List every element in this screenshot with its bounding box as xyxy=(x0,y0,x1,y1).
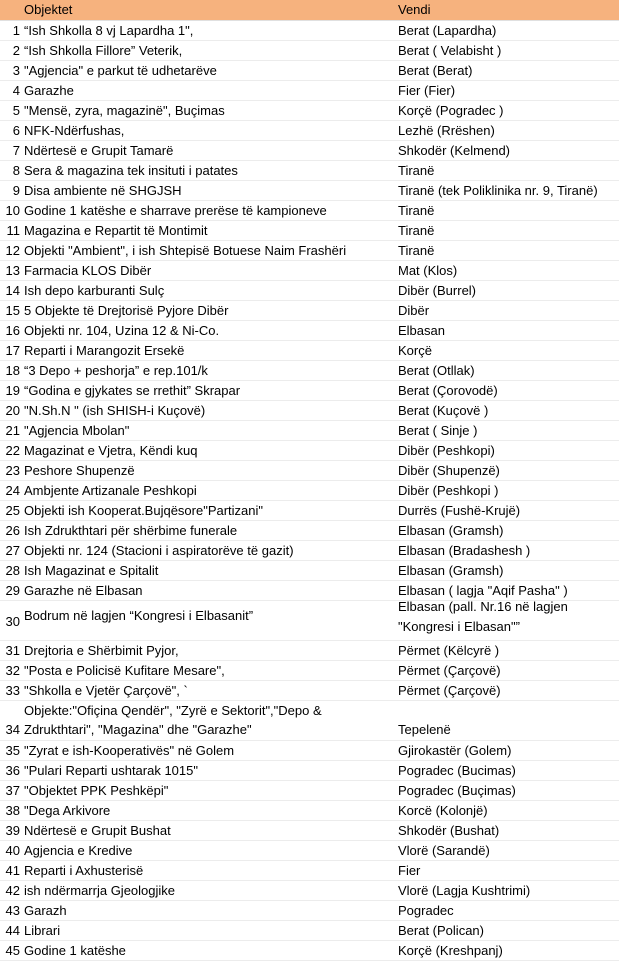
row-number: 38 xyxy=(5,803,20,818)
cell-objektet: Ish Zdrukthtari për shërbime funerale xyxy=(24,523,238,538)
cell-vendi: Berat (Otllak) xyxy=(398,363,475,378)
cell-objektet: "Dega Arkivore xyxy=(24,803,111,818)
cell-objektet: Bodrum në lagjen “Kongresi i Elbasanit” xyxy=(24,608,254,623)
cell-vendi: Berat (Berat) xyxy=(398,63,473,78)
cell-objektet: Sera & magazina tek insituti i patates xyxy=(24,163,238,178)
cell-objektet: "N.Sh.N " (ish SHISH-i Kuçovë) xyxy=(24,403,206,418)
table-row[interactable] xyxy=(0,701,619,741)
table-row[interactable] xyxy=(0,441,619,461)
cell-objektet: Objekti "Ambient", i ish Shtepisë Botuese Naim Frashëri xyxy=(24,243,347,258)
rows-group-c xyxy=(0,741,619,961)
row-number: 8 xyxy=(12,163,20,178)
table-row[interactable] xyxy=(0,761,619,781)
row-number: 15 xyxy=(5,303,20,318)
cell-objektet: “Ish Shkolla 8 vj Lapardha 1", xyxy=(24,23,194,38)
cell-vendi-line2: "Kongresi i Elbasan"” xyxy=(398,619,520,634)
cell-objektet: Objekti nr. 104, Uzina 12 & Ni-Co. xyxy=(24,323,220,338)
row-number: 26 xyxy=(5,523,20,538)
cell-vendi: Berat (Çorovodë) xyxy=(398,383,498,398)
row-number: 7 xyxy=(12,143,20,158)
cell-objektet: Drejtoria e Shërbimit Pyjor, xyxy=(24,643,179,658)
table-row[interactable] xyxy=(0,61,619,81)
table-row[interactable] xyxy=(0,941,619,961)
table-row[interactable] xyxy=(0,21,619,41)
row-number: 43 xyxy=(5,903,20,918)
row-number: 41 xyxy=(5,863,20,878)
table-row[interactable] xyxy=(0,501,619,521)
table-row[interactable] xyxy=(0,881,619,901)
cell-vendi: Pogradec xyxy=(398,903,454,918)
cell-vendi: Gjirokastër (Golem) xyxy=(398,743,512,758)
table-row[interactable] xyxy=(0,361,619,381)
row-number: 25 xyxy=(5,503,20,518)
table-row[interactable] xyxy=(0,381,619,401)
row-number: 1 xyxy=(12,23,20,38)
cell-objektet: NFK-Ndërfushas, xyxy=(24,123,125,138)
row-number: 42 xyxy=(5,883,20,898)
cell-vendi: Dibër (Shupenzë) xyxy=(398,463,500,478)
row-number: 22 xyxy=(5,443,20,458)
cell-vendi: Përmet (Këlcyrë ) xyxy=(398,643,500,658)
cell-vendi: Korçë (Pogradec ) xyxy=(398,103,504,118)
cell-vendi: Elbasan ( lagja "Aqif Pasha" ) xyxy=(398,583,568,598)
row-number: 30 xyxy=(5,614,20,629)
cell-objektet: Ish depo karburanti Sulç xyxy=(24,283,165,298)
cell-vendi: Tiranë (tek Poliklinika nr. 9, Tiranë) xyxy=(398,183,598,198)
row-number: 45 xyxy=(5,943,20,958)
table-row[interactable] xyxy=(0,741,619,761)
cell-objektet: Garazhe në Elbasan xyxy=(24,583,143,598)
cell-objektet: "Agjencia" e parkut të udhetarëve xyxy=(24,63,217,78)
row-number: 17 xyxy=(5,343,20,358)
row-number: 20 xyxy=(5,403,20,418)
table-row[interactable] xyxy=(0,901,619,921)
cell-objektet: “Godina e gjykates se rrethit” Skrapar xyxy=(24,383,241,398)
table-row[interactable] xyxy=(0,121,619,141)
table-row[interactable] xyxy=(0,321,619,341)
cell-objektet: "Posta e Policisë Kufitare Mesare", xyxy=(24,663,225,678)
cell-objektet: Ndërtesë e Grupit Tamarë xyxy=(24,143,174,158)
row-number: 13 xyxy=(5,263,20,278)
cell-objektet: Ndërtesë e Grupit Bushat xyxy=(24,823,171,838)
table-row[interactable] xyxy=(0,261,619,281)
row-number: 12 xyxy=(5,243,20,258)
cell-objektet: Godine 1 katëshe xyxy=(24,943,126,958)
table-row[interactable] xyxy=(0,161,619,181)
cell-objektet: Ish Magazinat e Spitalit xyxy=(24,563,159,578)
cell-objektet: Magazinat e Vjetra, Këndi kuq xyxy=(24,443,198,458)
row-number: 36 xyxy=(5,763,20,778)
cell-vendi: Tiranë xyxy=(398,163,435,178)
cell-objektet: Agjencia e Kredive xyxy=(24,843,133,858)
cell-vendi: Elbasan (Gramsh) xyxy=(398,523,504,538)
header-objektet[interactable]: Objektet xyxy=(24,2,73,17)
row-number: 27 xyxy=(5,543,20,558)
row-number: 19 xyxy=(5,383,20,398)
cell-vendi: Berat (Kuçovë ) xyxy=(398,403,489,418)
table-row[interactable] xyxy=(0,301,619,321)
cell-vendi: Dibër (Peshkopi ) xyxy=(398,483,499,498)
row-number: 3 xyxy=(12,63,20,78)
table-row[interactable] xyxy=(0,481,619,501)
table-row[interactable] xyxy=(0,801,619,821)
row-number: 34 xyxy=(5,722,20,737)
cell-objektet: "Zyrat e ish-Kooperativës" në Golem xyxy=(24,743,235,758)
cell-objektet: Magazina e Repartit të Montimit xyxy=(24,223,208,238)
table-row[interactable] xyxy=(0,661,619,681)
header-vendi[interactable]: Vendi xyxy=(398,2,431,17)
cell-objektet: Objekti nr. 124 (Stacioni i aspiratorëve të gazit) xyxy=(24,543,294,558)
row-number: 11 xyxy=(6,223,20,238)
cell-objektet: Godine 1 katëshe e sharrave prerëse të kampioneve xyxy=(24,203,327,218)
table-row[interactable] xyxy=(0,341,619,361)
cell-vendi: Berat ( Velabisht ) xyxy=(398,43,502,58)
cell-objektet: Peshore Shupenzë xyxy=(24,463,135,478)
cell-objektet: "Agjencia Mbolan" xyxy=(24,423,130,438)
cell-vendi: Mat (Klos) xyxy=(398,263,458,278)
table-row[interactable] xyxy=(0,781,619,801)
cell-vendi: Pogradec (Bucimas) xyxy=(398,763,516,778)
cell-vendi: Korcë (Kolonjë) xyxy=(398,803,488,818)
table-row[interactable] xyxy=(0,641,619,661)
cell-vendi: Lezhë (Rrëshen) xyxy=(398,123,495,138)
table-row[interactable] xyxy=(0,401,619,421)
row-number: 40 xyxy=(5,843,20,858)
header-row xyxy=(0,0,619,21)
table-row[interactable] xyxy=(0,861,619,881)
cell-objektet-line2: Zdrukthtari", "Magazina" dhe "Garazhe" xyxy=(24,722,252,737)
table-row[interactable] xyxy=(0,541,619,561)
row-number: 10 xyxy=(5,203,20,218)
table-row[interactable] xyxy=(0,421,619,441)
cell-vendi: Dibër (Burrel) xyxy=(398,283,477,298)
row-number: 9 xyxy=(12,183,20,198)
table-row[interactable] xyxy=(0,101,619,121)
table-row[interactable] xyxy=(0,141,619,161)
row-number: 5 xyxy=(12,103,20,118)
cell-vendi: Tiranë xyxy=(398,203,435,218)
row-number: 31 xyxy=(5,643,20,658)
rows-group-a xyxy=(0,21,619,601)
table-row[interactable] xyxy=(0,41,619,61)
cell-vendi: Berat (Polican) xyxy=(398,923,484,938)
cell-objektet: ish ndërmarrja Gjeologjike xyxy=(24,883,176,898)
table-row[interactable] xyxy=(0,821,619,841)
row-number: 4 xyxy=(12,83,20,98)
row-number: 23 xyxy=(5,463,20,478)
table-row[interactable] xyxy=(0,681,619,701)
row-number: 29 xyxy=(5,583,20,598)
row-number: 33 xyxy=(5,683,20,698)
cell-vendi: Vlorë (Sarandë) xyxy=(398,843,490,858)
row-number: 39 xyxy=(5,823,20,838)
cell-vendi-line1: Elbasan (pall. Nr.16 në lagjen xyxy=(398,599,568,614)
cell-vendi: Elbasan (Gramsh) xyxy=(398,563,504,578)
cell-vendi: Fier xyxy=(398,863,421,878)
cell-vendi: Shkodër (Kelmend) xyxy=(398,143,510,158)
table-row[interactable] xyxy=(0,241,619,261)
cell-vendi: Shkodër (Bushat) xyxy=(398,823,500,838)
row-number: 2 xyxy=(12,43,20,58)
row-number: 21 xyxy=(5,423,20,438)
cell-vendi: Korçë (Kreshpanj) xyxy=(398,943,503,958)
table-row[interactable] xyxy=(0,201,619,221)
cell-objektet: 5 Objekte të Drejtorisë Pyjore Dibër xyxy=(24,303,229,318)
table-row[interactable] xyxy=(0,601,619,641)
table-row[interactable] xyxy=(0,561,619,581)
cell-objektet: Garazhe xyxy=(24,83,74,98)
cell-vendi: Berat (Lapardha) xyxy=(398,23,497,38)
table-row[interactable] xyxy=(0,81,619,101)
row-number: 28 xyxy=(5,563,20,578)
cell-objektet: Librari xyxy=(24,923,61,938)
cell-objektet: "Objektet PPK Peshkëpi" xyxy=(24,783,169,798)
cell-objektet: Garazh xyxy=(24,903,67,918)
row-number: 16 xyxy=(5,323,20,338)
cell-vendi: Pogradec (Buçimas) xyxy=(398,783,516,798)
cell-vendi: Durrës (Fushë-Krujë) xyxy=(398,503,521,518)
row-number: 14 xyxy=(5,283,20,298)
cell-vendi: Vlorë (Lagja Kushtrimi) xyxy=(398,883,531,898)
table-row[interactable] xyxy=(0,841,619,861)
row-number: 37 xyxy=(5,783,20,798)
cell-objektet: "Mensë, zyra, magazinë", Buçimas xyxy=(24,103,225,118)
cell-objektet: “Ish Shkolla Fillore” Veterik, xyxy=(24,43,183,58)
table-row[interactable] xyxy=(0,921,619,941)
table-row[interactable] xyxy=(0,461,619,481)
cell-objektet: Reparti i Axhusterisë xyxy=(24,863,144,878)
cell-vendi: Dibër (Peshkopi) xyxy=(398,443,495,458)
row-number: 35 xyxy=(5,743,20,758)
table-row[interactable] xyxy=(0,521,619,541)
cell-objektet: Farmacia KLOS Dibër xyxy=(24,263,152,278)
cell-vendi: Përmet (Çarçovë) xyxy=(398,663,501,678)
cell-vendi: Fier (Fier) xyxy=(398,83,456,98)
cell-objektet: Ambjente Artizanale Peshkopi xyxy=(24,483,197,498)
cell-vendi: Përmet (Çarçovë) xyxy=(398,683,501,698)
cell-vendi: Elbasan xyxy=(398,323,445,338)
cell-vendi: Tiranë xyxy=(398,243,435,258)
cell-vendi: Dibër xyxy=(398,303,430,318)
cell-objektet: Objekti ish Kooperat.Bujqësore"Partizani" xyxy=(24,503,264,518)
cell-vendi: Korçë xyxy=(398,343,432,358)
cell-objektet-line1: Objekte:"Ofiçina Qendër", "Zyrë e Sektorit","Depo & xyxy=(24,703,322,718)
cell-objektet: "Pulari Reparti ushtarak 1015" xyxy=(24,763,198,778)
cell-objektet: Disa ambiente në SHGJSH xyxy=(24,183,182,198)
row-number: 6 xyxy=(12,123,20,138)
cell-objektet: “3 Depo + peshorja” e rep.101/k xyxy=(24,363,208,378)
cell-vendi: Elbasan (Bradashesh ) xyxy=(398,543,531,558)
row-number: 24 xyxy=(5,483,20,498)
cell-vendi: Tiranë xyxy=(398,223,435,238)
row-number: 44 xyxy=(5,923,20,938)
row-number: 32 xyxy=(5,663,20,678)
table-row[interactable] xyxy=(0,221,619,241)
table-row[interactable] xyxy=(0,281,619,301)
cell-objektet: "Shkolla e Vjetër Çarçovë", ` xyxy=(24,683,188,698)
cell-vendi: Berat ( Sinje ) xyxy=(398,423,478,438)
cell-objektet: Reparti i Marangozit Ersekë xyxy=(24,343,185,358)
row-number: 18 xyxy=(5,363,20,378)
table-row[interactable] xyxy=(0,181,619,201)
cell-vendi: Tepelenë xyxy=(398,722,451,737)
rows-group-b xyxy=(0,641,619,701)
